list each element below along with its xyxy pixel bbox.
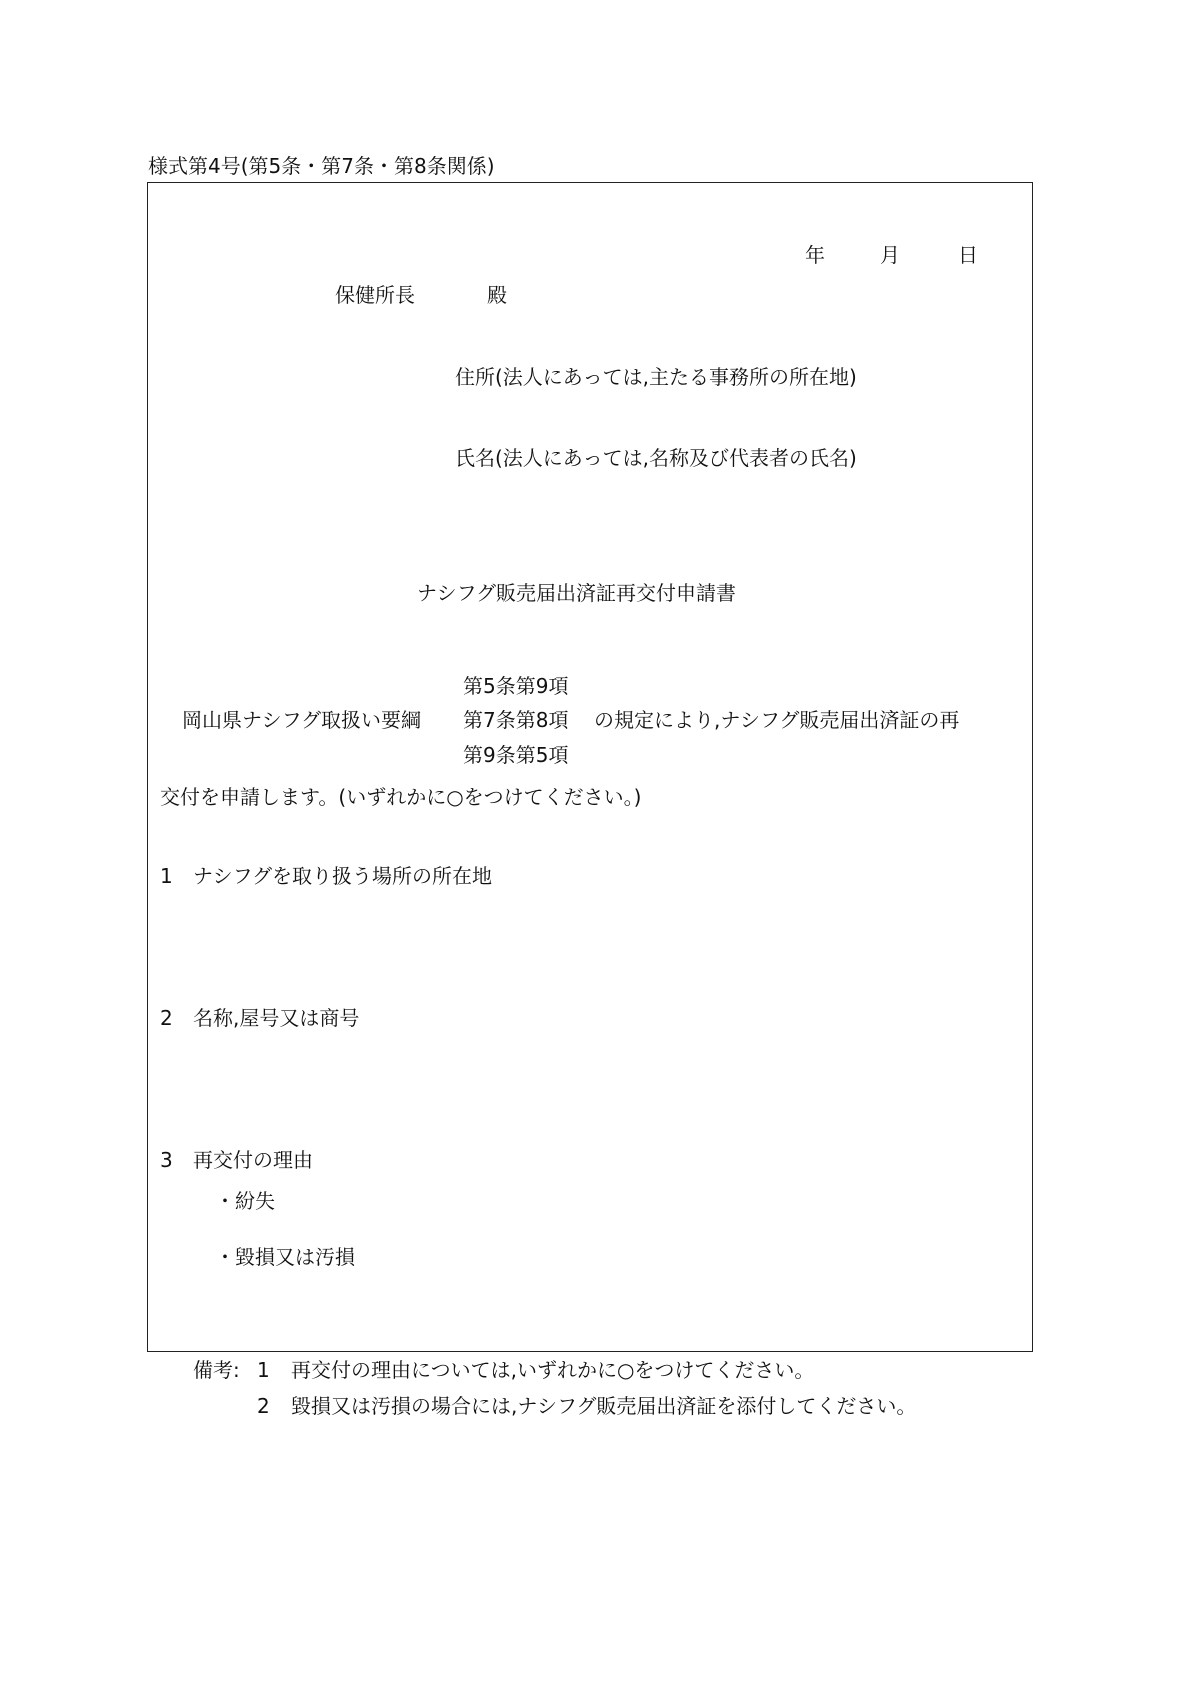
recipient-honorific: 殿 [487,283,507,307]
date-day: 日 [958,243,978,267]
provision-text: の規定により,ナシフグ販売届出済証の再 [594,708,960,732]
item-1-number: 1 [160,864,173,888]
date-year: 年 [805,243,825,267]
document-title: ナシフグ販売届出済証再交付申請書 [417,581,736,605]
article-1: 第5条第9項 [463,674,569,698]
note-2-number: 2 [257,1394,270,1418]
form-number: 様式第4号(第5条・第7条・第8条関係) [148,154,495,178]
regulation-name: 岡山県ナシフグ取扱い要綱 [182,708,421,732]
reason-lost: ・紛失 [215,1189,275,1213]
note-2-text: 毀損又は汚損の場合には,ナシフグ販売届出済証を添付してください。 [291,1394,917,1418]
reason-damaged: ・毀損又は汚損 [215,1245,355,1269]
recipient-title: 保健所長 [335,283,415,307]
item-3-label: 再交付の理由 [193,1148,313,1172]
item-1-label: ナシフグを取り扱う場所の所在地 [193,864,492,888]
item-2-label: 名称,屋号又は商号 [193,1006,360,1030]
date-month: 月 [880,243,900,267]
notes-label: 備考: [193,1358,240,1382]
continuation-text: 交付を申請します。(いずれかに○をつけてください。) [160,785,642,809]
article-3: 第9条第5項 [463,743,569,767]
item-2-number: 2 [160,1006,173,1030]
form-frame [147,182,1033,1352]
article-2: 第7条第8項 [463,708,569,732]
item-3-number: 3 [160,1148,173,1172]
applicant-name-label: 氏名(法人にあっては,名称及び代表者の氏名) [455,446,857,470]
note-1-text: 再交付の理由については,いずれかに○をつけてください。 [291,1358,815,1382]
note-1-number: 1 [257,1358,270,1382]
applicant-address-label: 住所(法人にあっては,主たる事務所の所在地) [455,365,857,389]
